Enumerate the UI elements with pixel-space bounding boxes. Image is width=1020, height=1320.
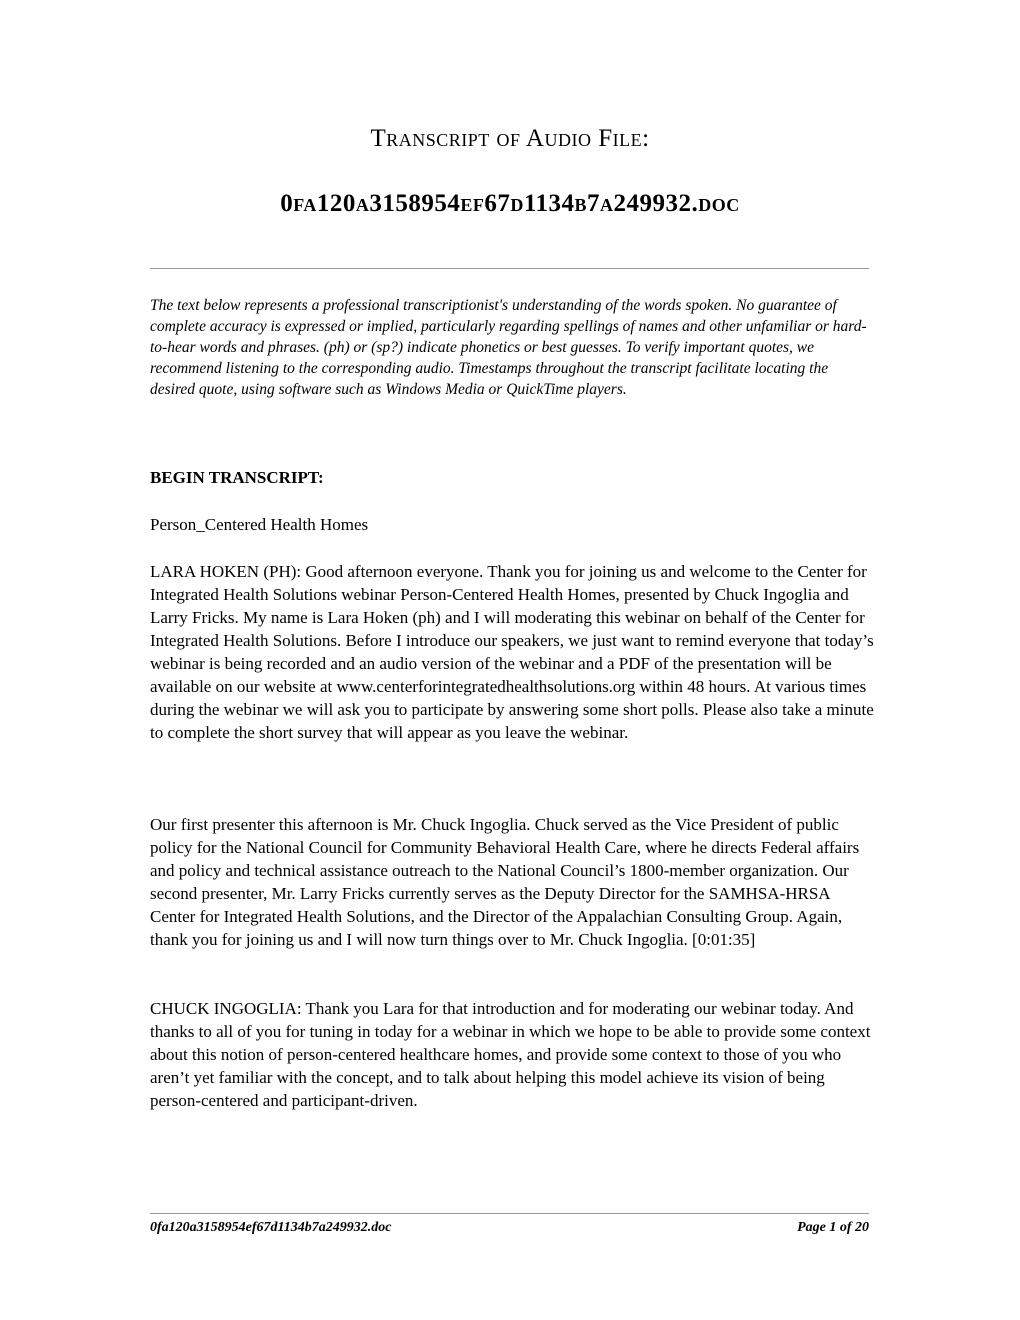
document-filename-title: 0fa120a3158954ef67d1134b7a249932.doc [280, 190, 740, 217]
footer-filename: 0fa120a3158954ef67d1134b7a249932.doc [150, 1220, 392, 1235]
transcript-paragraph: LARA HOKEN (PH): Good afternoon everyone. Thank you for joining us and welcome to the Center for Integrated Health Solutions webinar Person-Centered Health Homes, presented by Chuck Ingoglia and Larry Fricks. My name is Lara Hoken (ph) and I will moderating this webinar on behalf of the Center for Integrated Health Solutions. Before I introduce our speakers, we just want to remind everyone that today’s webinar is being recorded and an audio version of the webinar and a PDF of the presentation will be available on our website at www.centerforintegratedhealthsolutions.org within 48 hours. At various times during the webinar we will ask you to participate by answering some short polls. Please also take a minute to complete the short survey that will appear as you leave the webinar. [150, 562, 874, 742]
begin-transcript-heading: BEGIN TRANSCRIPT: [150, 468, 324, 487]
disclaimer-text: The text below represents a professional transcriptionist's understanding of the words spoken. No guarantee of complete accuracy is expressed or implied, particularly regarding spellings of names and other unfamiliar or hard-to-hear words and phrases. (ph) or (sp?) indicate phonetics or best guesses. To verify important quotes, we recommend listening to the corresponding audio. Timestamps throughout the transcript facilitate locating the desired quote, using software such as Windows Media or QuickTime players. [150, 297, 867, 398]
transcript-paragraph: CHUCK INGOGLIA: Thank you Lara for that introduction and for moderating our webinar today. And thanks to all of you for tuning in today for a webinar in which we hope to be able to provide some context about this notion of person-centered healthcare homes, and provide some context to those of you who aren’t yet familiar with the concept, and to talk about helping this model achieve its vision of being person-centered and participant-driven. [150, 999, 871, 1110]
document-title: Transcript of Audio File: [370, 125, 650, 152]
footer-page-number: Page 1 of 20 [797, 1220, 869, 1235]
footer-divider [150, 1213, 869, 1214]
transcript-paragraph: Our first presenter this afternoon is Mr. Chuck Ingoglia. Chuck served as the Vice President of public policy for the National Council for Community Behavioral Health Care, where he directs Federal affairs and policy and technical assistance outreach to the National Council’s 1800-member organization. Our second presenter, Mr. Larry Fricks currently serves as the Deputy Director for the SAMHSA-HRSA Center for Integrated Health Solutions, and the Director of the Appalachian Consulting Group. Again, thank you for joining us and I will now turn things over to Mr. Chuck Ingoglia. [0:01:35] [150, 815, 860, 949]
header-divider [150, 268, 869, 269]
transcript-subtitle: Person_Centered Health Homes [150, 515, 369, 534]
